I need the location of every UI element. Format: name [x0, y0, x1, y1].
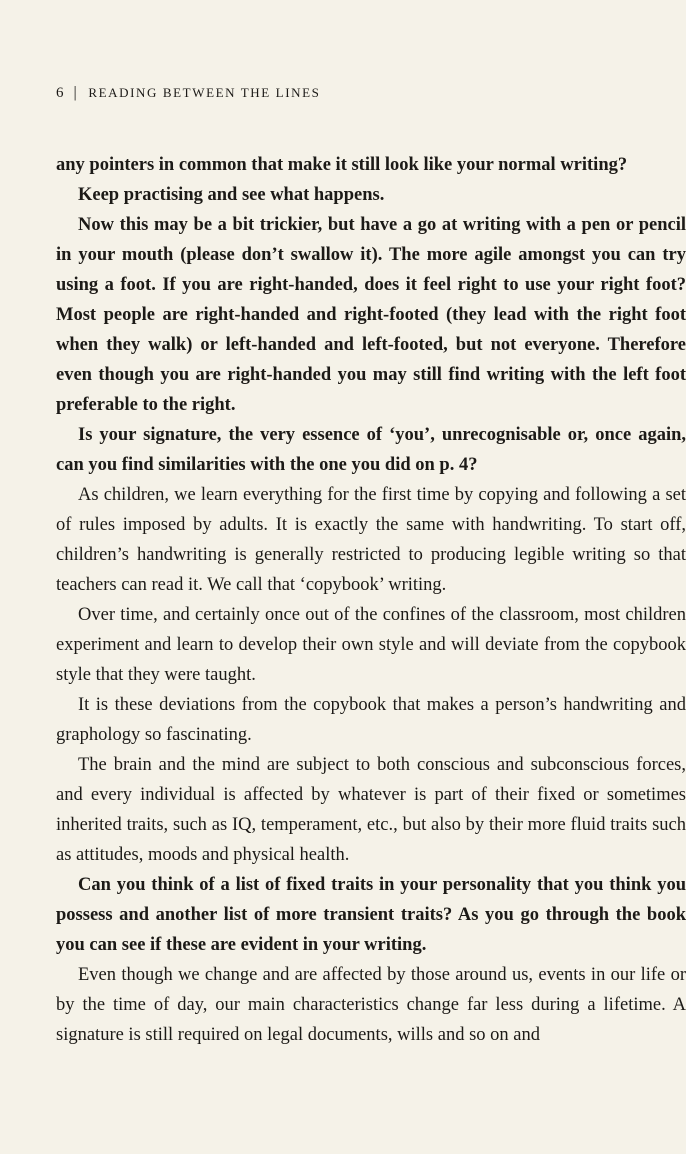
body-text — [56, 150, 686, 1050]
running-title: READING BETWEEN THE LINES — [88, 85, 321, 100]
paragraph: As children, we learn everything for the first time by copying and following a set of rules imposed by adults. It is exactly the same with handwriting. To start off, children’s handwriting is generally restricted to producing legible writing so that teachers can read it. We call that ‘copybook’ writing. — [56, 485, 686, 595]
paragraph: Over time, and certainly once out of the confines of the classroom, most children experiment and learn to develop their own style and will deviate from the copybook style that they were taught. — [56, 605, 686, 685]
paragraph: It is these deviations from the copybook that makes a person’s handwriting and graphology so fascinating. — [56, 695, 686, 745]
paragraph: Is your signature, the very essence of ‘you’, unrecognisable or, once again, can you find similarities with the one you did on p. 4? — [56, 425, 686, 475]
header-separator: | — [73, 84, 79, 101]
paragraph: Can you think of a list of fixed traits in your personality that you think you possess and another list of more transient traits? As you go through the book you can see if these are evident in your writing. — [56, 875, 686, 955]
page-number: 6 — [56, 84, 64, 101]
running-header — [56, 84, 321, 102]
paragraph: Now this may be a bit trickier, but have a go at writing with a pen or pencil in your mouth (please don’t swallow it). The more agile amongst you can try using a foot. If you are right-handed, does it feel right to use your right foot? Most people are right-handed and right-footed (they lead with the right foot when they walk) or left-handed and left-footed, but not everyone. Therefore even though you are right-handed you may still find writing with the left foot preferable to the right. — [56, 215, 686, 415]
paragraph: Keep practising and see what happens. — [78, 185, 385, 205]
paragraph: Even though we change and are affected by those around us, events in our life or by the time of day, our main characteristics change far less during a lifetime. A signature is still required on legal documents, wills and so on and — [56, 965, 686, 1045]
paragraph: any pointers in common that make it still look like your normal writing? — [56, 155, 628, 175]
paragraph: The brain and the mind are subject to both conscious and subconscious forces, and every individual is affected by whatever is part of their fixed or sometimes inherited traits, such as IQ, temperament, etc., but also by their more fluid traits such as attitudes, moods and physical health. — [56, 755, 686, 865]
